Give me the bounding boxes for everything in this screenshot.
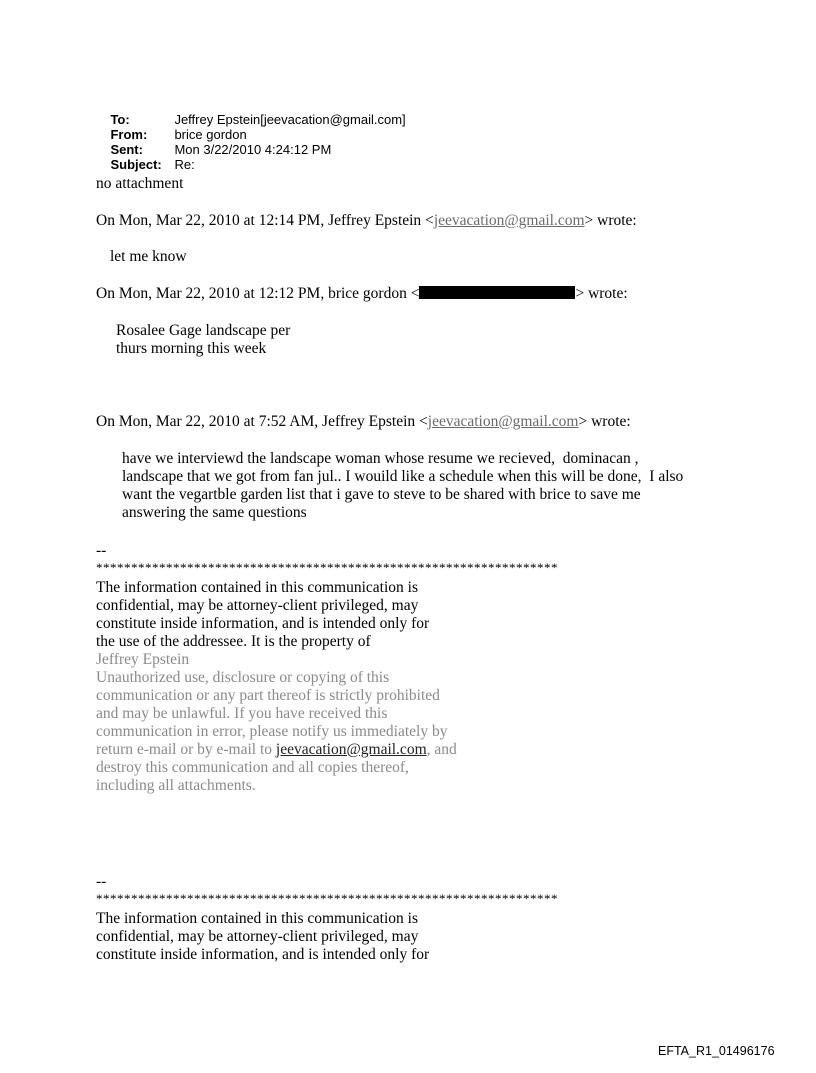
quote3-suffix: > wrote: <box>578 413 631 430</box>
signature-dashes-2: -- <box>96 873 107 890</box>
disclaimer1-gray6-suffix: , and <box>426 741 457 758</box>
disclaimer2-line2: confidential, may be attorney-client privileged, may <box>96 928 419 945</box>
subject-label: Subject: <box>110 157 162 172</box>
sent-value: Mon 3/22/2010 4:24:12 PM <box>174 142 332 157</box>
quote3-line3: want the vegartble garden list that i gave to steve to be shared with brice to save me <box>122 486 641 503</box>
quote2-suffix: > wrote: <box>575 285 628 302</box>
quote3-line4: answering the same questions <box>122 504 307 521</box>
subject-value: Re: <box>174 157 195 172</box>
disclaimer1-gray7: destroy this communication and all copies thereof, <box>96 759 409 776</box>
from-value: brice gordon <box>174 127 247 142</box>
disclaimer1-gray6 <box>96 741 457 759</box>
quote2-line1: Rosalee Gage landscape per <box>116 322 291 339</box>
disclaimer1-gray2: Unauthorized use, disclosure or copying of this <box>96 669 390 686</box>
disclaimer1-line4: the use of the addressee. It is the property of <box>96 633 371 650</box>
quote3-line2: landscape that we got from fan jul.. I wouild like a schedule when this will be done, I also <box>122 468 684 485</box>
stars-divider-2: ****************************************************************** <box>96 891 558 906</box>
disclaimer1-gray3: communication or any part thereof is strictly prohibited <box>96 687 440 704</box>
disclaimer1-gray8: including all attachments. <box>96 777 256 794</box>
quote1-text: let me know <box>110 248 187 265</box>
reply-text: no attachment <box>96 175 184 192</box>
quote3-prefix: On Mon, Mar 22, 2010 at 7:52 AM, Jeffrey Epstein < <box>96 413 428 430</box>
disclaimer1-line3: constitute inside information, and is intended only for <box>96 615 430 632</box>
quote3-attribution <box>96 413 631 431</box>
quote1-prefix: On Mon, Mar 22, 2010 at 12:14 PM, Jeffrey Epstein < <box>96 212 434 229</box>
quote1-attribution <box>96 212 637 230</box>
disclaimer1-line1: The information contained in this communication is <box>96 579 418 596</box>
from-label: From: <box>110 127 148 142</box>
disclaimer1-line2: confidential, may be attorney-client privileged, may <box>96 597 419 614</box>
document-id: EFTA_R1_01496176 <box>658 1044 775 1058</box>
to-value: Jeffrey Epstein[jeevacation@gmail.com] <box>174 112 406 127</box>
quote2-line2: thurs morning this week <box>116 340 267 357</box>
to-label: To: <box>110 112 130 127</box>
quote1-suffix: > wrote: <box>584 212 637 229</box>
disclaimer-email-link[interactable]: jeevacation@gmail.com <box>275 741 427 758</box>
quote1-email-link[interactable]: jeevacation@gmail.com <box>433 212 585 229</box>
disclaimer1-gray6-prefix: return e-mail or by e-mail to <box>96 741 276 758</box>
stars-divider: ****************************************************************** <box>96 560 558 575</box>
sent-label: Sent: <box>110 142 143 157</box>
redacted-email <box>419 286 575 299</box>
disclaimer1-gray5: communication in error, please notify us immediately by <box>96 723 448 740</box>
signature-dashes: -- <box>96 542 107 559</box>
quote2-prefix: On Mon, Mar 22, 2010 at 12:12 PM, brice gordon < <box>96 285 420 302</box>
disclaimer2-line3: constitute inside information, and is intended only for <box>96 946 430 963</box>
disclaimer2-line1: The information contained in this communication is <box>96 910 418 927</box>
quote2-attribution <box>96 285 628 303</box>
disclaimer1-gray4: and may be unlawful. If you have received this <box>96 705 388 722</box>
quote3-email-link[interactable]: jeevacation@gmail.com <box>427 413 579 430</box>
quote3-line1: have we interviewd the landscape woman whose resume we recieved, dominacan , <box>122 450 639 467</box>
disclaimer1-gray1: Jeffrey Epstein <box>96 651 190 668</box>
